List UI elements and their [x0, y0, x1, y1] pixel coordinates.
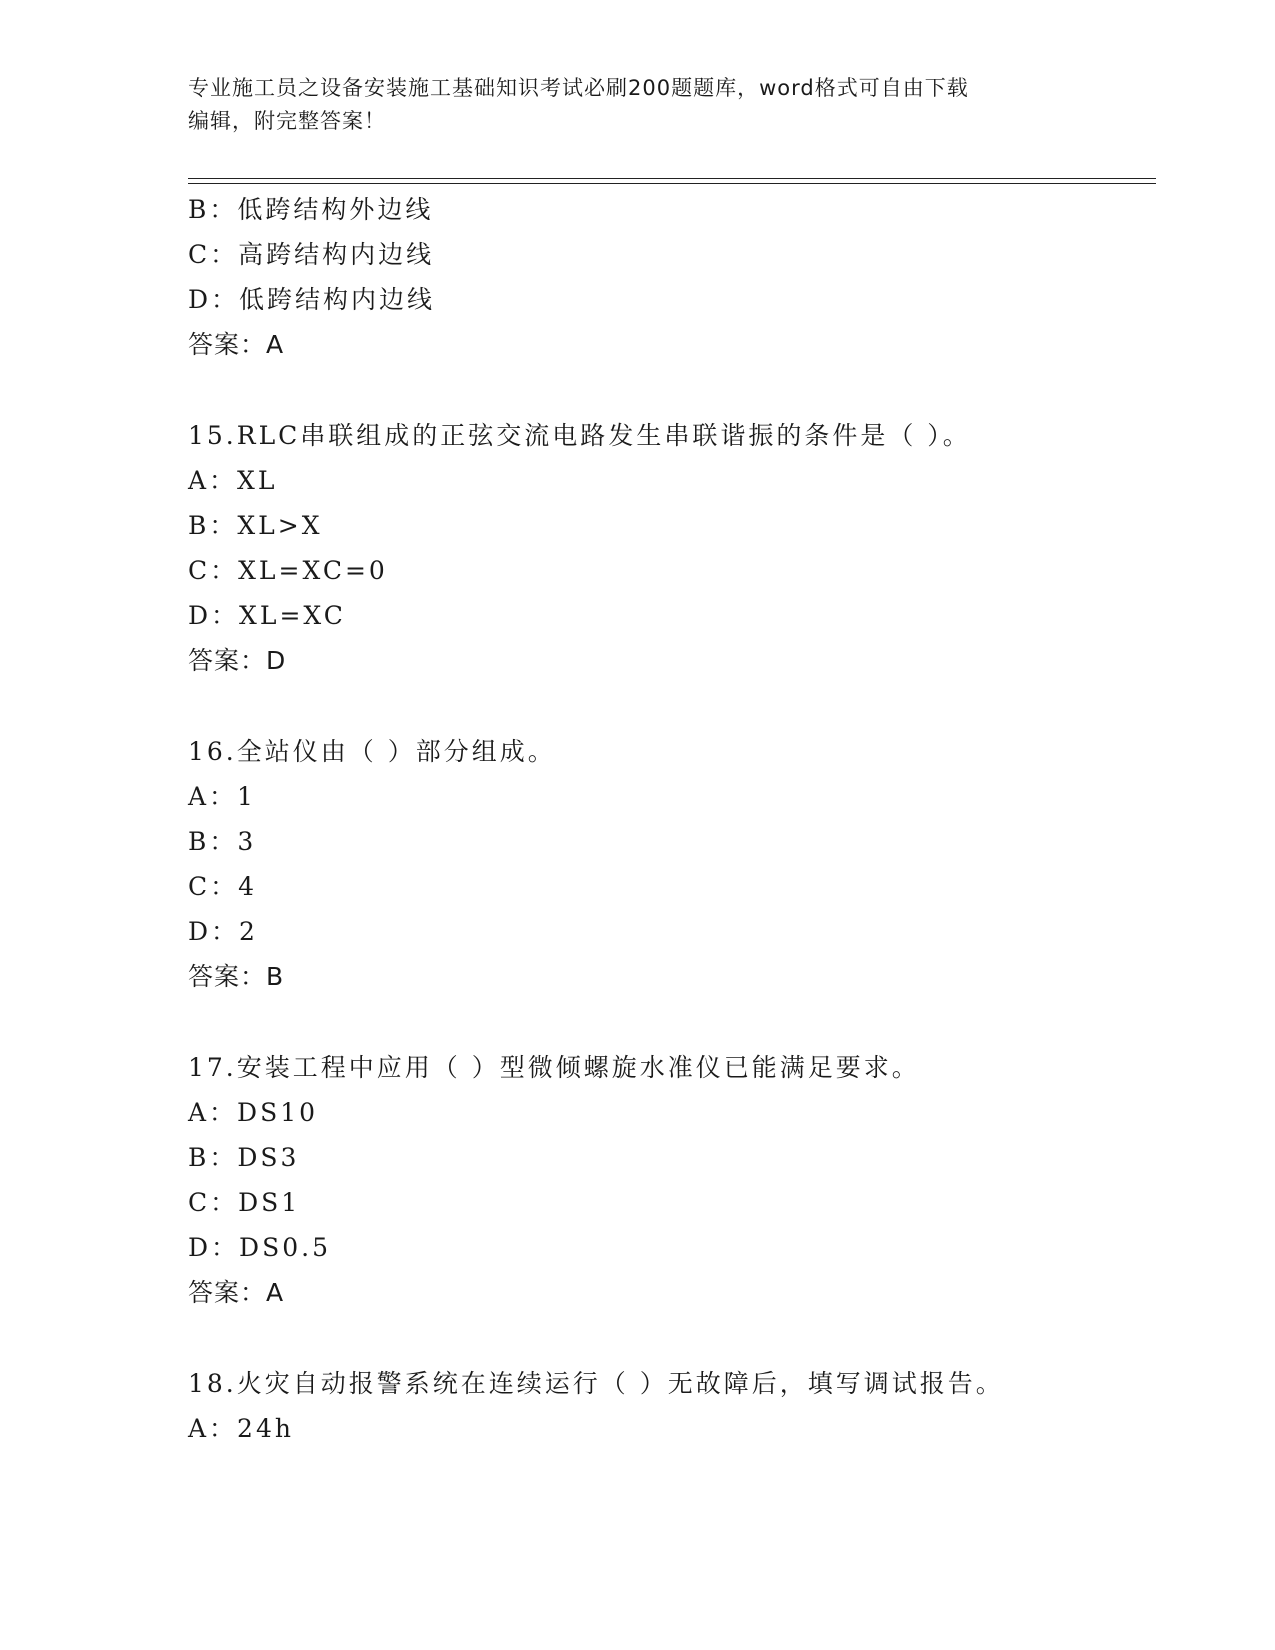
header-divider-bottom	[188, 183, 1156, 184]
option-a: A：24h	[188, 1414, 294, 1443]
header-divider-top	[188, 178, 1156, 179]
header-title-line-1: 专业施工员之设备安装施工基础知识考试必刷200题题库，word格式可自由下载	[188, 76, 969, 100]
document-header	[188, 72, 1088, 138]
option-c: C：DS1	[188, 1188, 301, 1217]
option-b: B：低跨结构外边线	[188, 195, 434, 224]
option-c: C：4	[188, 872, 258, 901]
option-b: B：3	[188, 827, 257, 856]
header-title-line-2: 编辑，附完整答案！	[188, 109, 386, 133]
answer: 答案：D	[188, 646, 287, 675]
option-c: C：XL=XC=0	[188, 556, 388, 585]
question-stem: 15.RLC串联组成的正弦交流电路发生串联谐振的条件是（ ）。	[188, 421, 971, 450]
question-stem: 18.火灾自动报警系统在连续运行（ ）无故障后，填写调试报告。	[188, 1369, 1004, 1398]
answer: 答案：A	[188, 330, 285, 359]
answer: 答案：A	[188, 1278, 285, 1307]
option-b: B：DS3	[188, 1143, 300, 1172]
answer: 答案：B	[188, 962, 285, 991]
option-d: D：DS0.5	[188, 1233, 331, 1262]
option-a: A：DS10	[188, 1098, 319, 1127]
option-a: A：XL	[188, 466, 278, 495]
question-stem: 17.安装工程中应用（ ）型微倾螺旋水准仪已能满足要求。	[188, 1053, 920, 1082]
option-b: B：XL>X	[188, 511, 323, 540]
option-d: D：2	[188, 917, 258, 946]
option-c: C：高跨结构内边线	[188, 240, 435, 269]
question-stem: 16.全站仪由（ ）部分组成。	[188, 737, 556, 766]
option-d: D：低跨结构内边线	[188, 285, 436, 314]
option-d: D：XL=XC	[188, 601, 346, 630]
option-a: A：1	[188, 782, 256, 811]
